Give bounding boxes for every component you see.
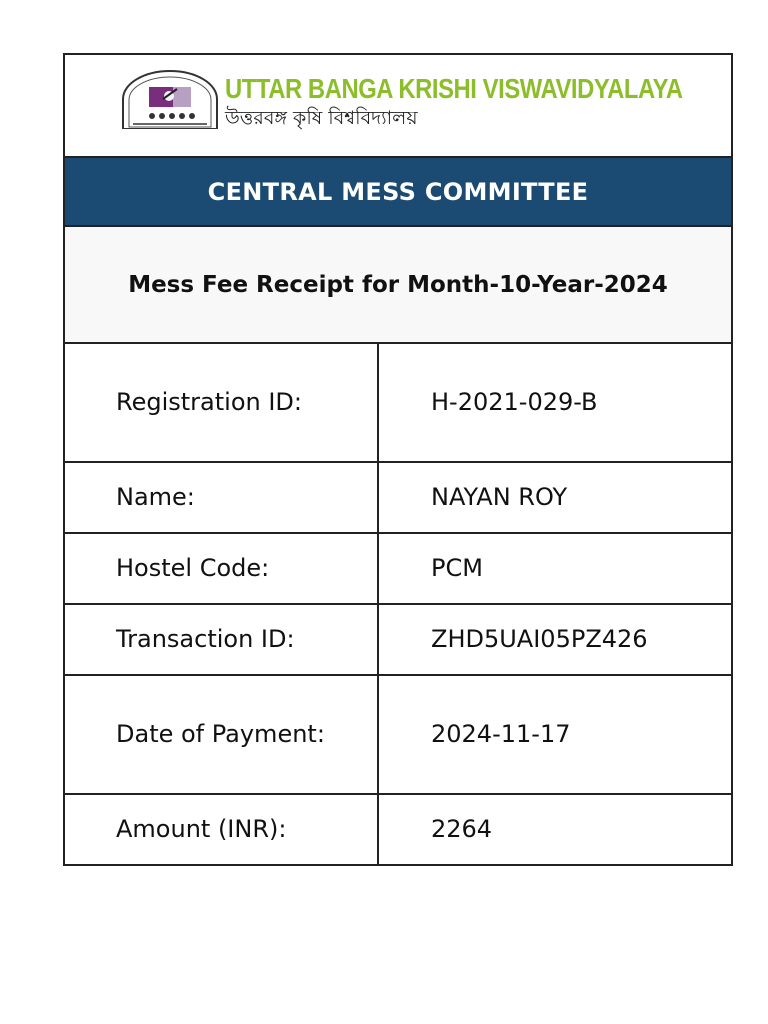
row-label: Amount (INR): (116, 815, 287, 843)
table-row (65, 344, 731, 463)
university-name: UTTAR BANGA KRISHI VISWAVIDYALAYA (225, 73, 683, 104)
university-name-bengali: উত্তরবঙ্গ কৃষি বিশ্ববিদ্যালয় (225, 107, 418, 129)
transaction-id-value: ZHD5UAI05PZ426 (431, 625, 648, 653)
row-label: Registration ID: (116, 388, 302, 416)
row-label: Name: (116, 483, 195, 511)
row-label: Transaction ID: (116, 625, 295, 653)
table-row (65, 795, 731, 864)
university-seal-icon (119, 69, 221, 129)
receipt-card (63, 53, 733, 866)
name-value: NAYAN ROY (431, 483, 568, 511)
table-row (65, 676, 731, 795)
committee-title: CENTRAL MESS COMMITTEE (207, 177, 589, 206)
committee-band (65, 158, 731, 227)
hostel-code-value: PCM (431, 554, 483, 582)
row-label: Hostel Code: (116, 554, 270, 582)
table-row (65, 463, 731, 534)
university-header (65, 55, 731, 158)
table-row (65, 605, 731, 676)
receipt-title-box (65, 227, 731, 344)
row-label: Date of Payment: (116, 720, 325, 748)
receipt-title: Mess Fee Receipt for Month-10-Year-2024 (128, 271, 668, 298)
table-row (65, 534, 731, 605)
payment-date-value: 2024-11-17 (431, 720, 571, 748)
registration-id-value: H-2021-029-B (431, 388, 598, 416)
amount-value: 2264 (431, 815, 493, 843)
